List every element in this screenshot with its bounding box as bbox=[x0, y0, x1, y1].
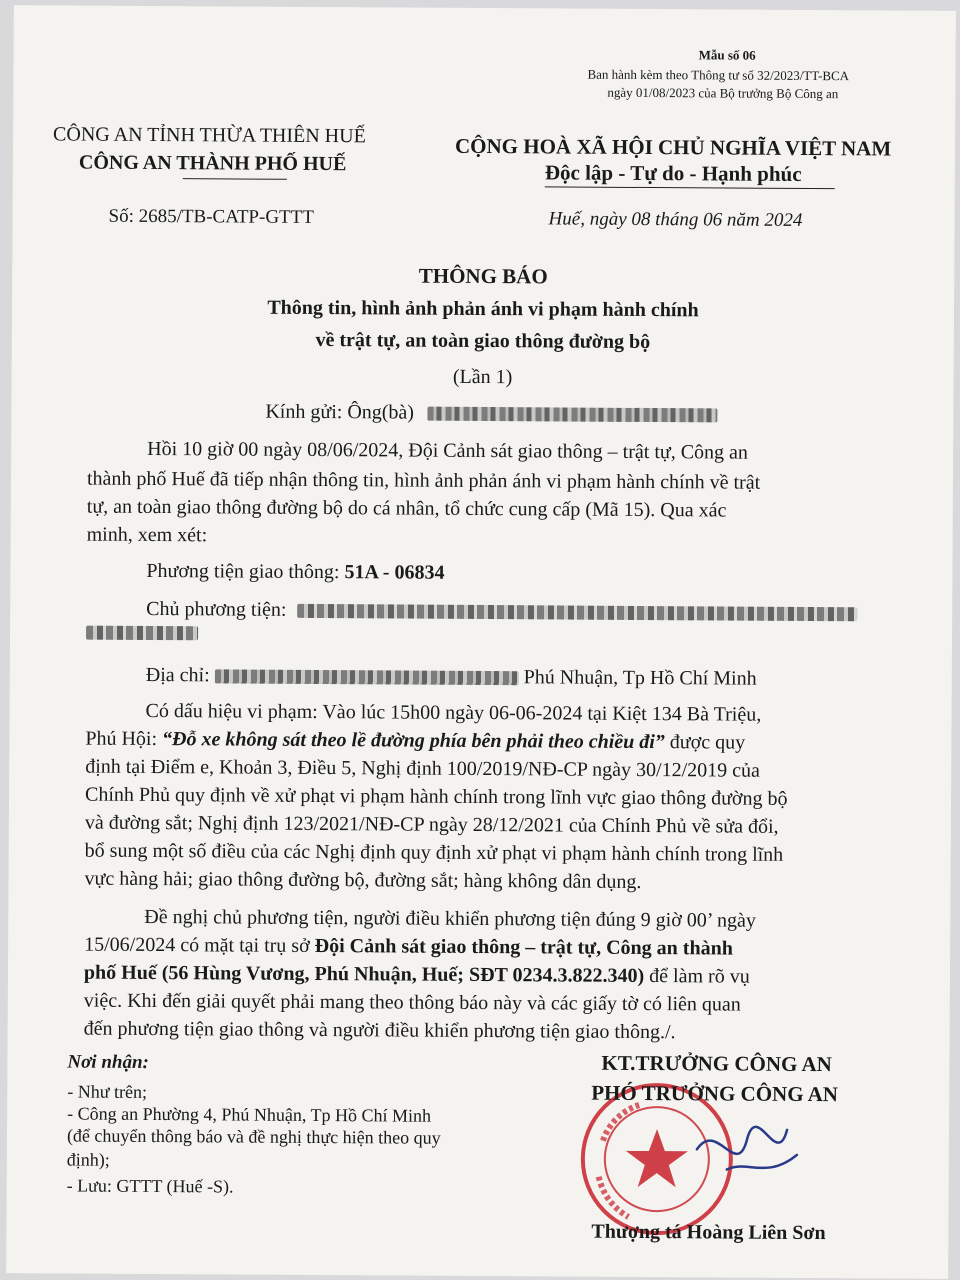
address-visible: Phú Nhuận, Tp Hồ Chí Minh bbox=[518, 666, 757, 690]
recipient-item-3: (để chuyển thông báo và đề nghị thực hiện theo quy bbox=[66, 1125, 441, 1148]
signature-title-2: PHÓ TRƯỞNG CÔNG AN bbox=[591, 1080, 839, 1107]
document-title: THÔNG BÁO bbox=[418, 263, 548, 289]
national-motto: Độc lập - Tự do - Hạnh phúc bbox=[544, 160, 802, 186]
request-line-5: đến phương tiện giao thông và người điều khiển phương tiện giao thông./. bbox=[83, 1017, 676, 1044]
redacted-address bbox=[215, 670, 519, 686]
organization-underline bbox=[183, 178, 287, 180]
national-title: CỘNG HOÀ XÃ HỘI CHỦ NGHĨA VIỆT NAM bbox=[454, 133, 892, 161]
handwritten-signature-icon bbox=[687, 1109, 808, 1200]
recipient-item-2: - Công an Phường 4, Phú Nhuận, Tp Hồ Chí Minh bbox=[67, 1103, 432, 1126]
parent-organization: CÔNG AN TỈNH THỪA THIÊN HUẾ bbox=[53, 123, 366, 148]
owner-label: Chủ phương tiện: bbox=[146, 597, 292, 621]
signature-title-1: KT.TRƯỞNG CÔNG AN bbox=[601, 1050, 832, 1077]
issued-line-1: Ban hành kèm theo Thông tư số 32/2023/TT-BCA bbox=[587, 66, 850, 84]
place-date: Huế, ngày 08 tháng 06 năm 2024 bbox=[548, 208, 803, 231]
violation-line-5: và đường sắt; Nghị định 123/2021/NĐ-CP ngày 28/12/2021 của Chính Phủ về sửa đổi, bbox=[84, 811, 779, 838]
violation-location-end: Phú Hội: bbox=[85, 727, 163, 751]
office-name: Đội Cảnh sát giao thông – trật tự, Công an thành bbox=[314, 934, 733, 960]
request-line-3 bbox=[84, 962, 750, 989]
request-line-1: Đề nghị chủ phương tiện, người điều khiển phương tiện đúng 9 giờ 00’ ngày bbox=[144, 905, 756, 932]
violation-line-3: định tại Điểm e, Khoản 3, Điều 5, Nghị định 100/2019/NĐ-CP ngày 30/12/2019 của bbox=[85, 755, 761, 782]
recipients-heading: Nơi nhận: bbox=[67, 1051, 149, 1073]
form-number: Mẫu số 06 bbox=[698, 47, 756, 63]
issued-line-2: ngày 01/08/2023 của Bộ trưởng Bộ Công an bbox=[607, 84, 839, 102]
redacted-owner-name-cont bbox=[86, 626, 198, 641]
organization: CÔNG AN THÀNH PHỐ HUẾ bbox=[78, 151, 347, 176]
paragraph-1-line-2: thành phố Huế đã tiếp nhận thông tin, hình ảnh phản ánh vi phạm hành chính về trật bbox=[86, 467, 761, 494]
paragraph-1-line-3: tự, an toàn giao thông đường bộ do cá nhân, tổ chức cung cấp (Mã 15). Qua xác bbox=[86, 495, 727, 522]
request-line-2 bbox=[84, 934, 733, 961]
document-page bbox=[6, 5, 956, 1279]
address-line bbox=[146, 664, 757, 691]
vehicle-label: Phương tiện giao thông: bbox=[146, 559, 345, 584]
recipient-item-4: định); bbox=[66, 1149, 110, 1170]
signer-name: Thượng tá Hoàng Liên Sơn bbox=[591, 1220, 826, 1245]
owner-line bbox=[146, 598, 857, 625]
violation-line-4: Chính Phủ quy định về xử phạt vi phạm hành chính trong lĩnh vực giao thông đường bộ bbox=[84, 783, 788, 810]
recipient-item-5: - Lưu: GTTT (Huế -S). bbox=[66, 1175, 234, 1197]
address-label: Địa chỉ: bbox=[145, 663, 215, 687]
owner-line-2 bbox=[86, 624, 198, 643]
paragraph-1-line-4: minh, xem xét: bbox=[86, 523, 208, 547]
violation-line-2-tail: được quy bbox=[664, 731, 746, 754]
request-line-4: việc. Khi đến giải quyết phải mang theo thông báo này và các giấy tờ có liên quan bbox=[83, 989, 741, 1016]
violation-line-2 bbox=[85, 728, 745, 755]
vehicle-line bbox=[146, 560, 444, 585]
recipient-item-1: - Như trên; bbox=[67, 1081, 148, 1102]
violation-line-7: vực hàng hải; giao thông đường bộ, đường sắt; hàng không dân dụng. bbox=[84, 867, 642, 893]
recipient-line bbox=[265, 401, 717, 427]
redacted-owner-name bbox=[297, 604, 857, 621]
redacted-recipient-name bbox=[427, 407, 717, 423]
paragraph-1-line-1: Hồi 10 giờ 00 ngày 08/06/2024, Đội Cảnh sát giao thông – trật tự, Công an bbox=[147, 437, 749, 464]
office-address: phố Huế (56 Hùng Vương, Phú Nhuận, Huế; SĐT 0234.3.822.340) bbox=[83, 961, 645, 988]
document-subtitle-1: Thông tin, hình ảnh phản ánh vi phạm hành chính bbox=[267, 296, 699, 322]
violation-line-6: bổ sung một số điều của các Nghị định quy định xử phạt vi phạm hành chính trong lĩnh bbox=[84, 839, 784, 866]
recipient-label: Kính gửi: Ông(bà) bbox=[265, 400, 415, 424]
violation-line-1: Có dấu hiệu vi phạm: Vào lúc 15h00 ngày 06-06-2024 tại Kiệt 134 Bà Triệu, bbox=[145, 699, 762, 726]
request-line-3-tail: để làm rõ vụ bbox=[644, 965, 750, 988]
vehicle-plate: 51A - 06834 bbox=[344, 561, 445, 584]
document-subtitle-2: về trật tự, an toàn giao thông đường bộ bbox=[315, 328, 651, 354]
notice-count: (Lần 1) bbox=[452, 365, 513, 389]
violation-description: “Đỗ xe không sát theo lề đường phía bên phải theo chiều đi” bbox=[162, 728, 665, 754]
document-number: Số: 2685/TB-CATP-GTTT bbox=[108, 205, 314, 228]
request-line-2-text: 15/06/2024 có mặt tại trụ sở bbox=[84, 933, 315, 957]
